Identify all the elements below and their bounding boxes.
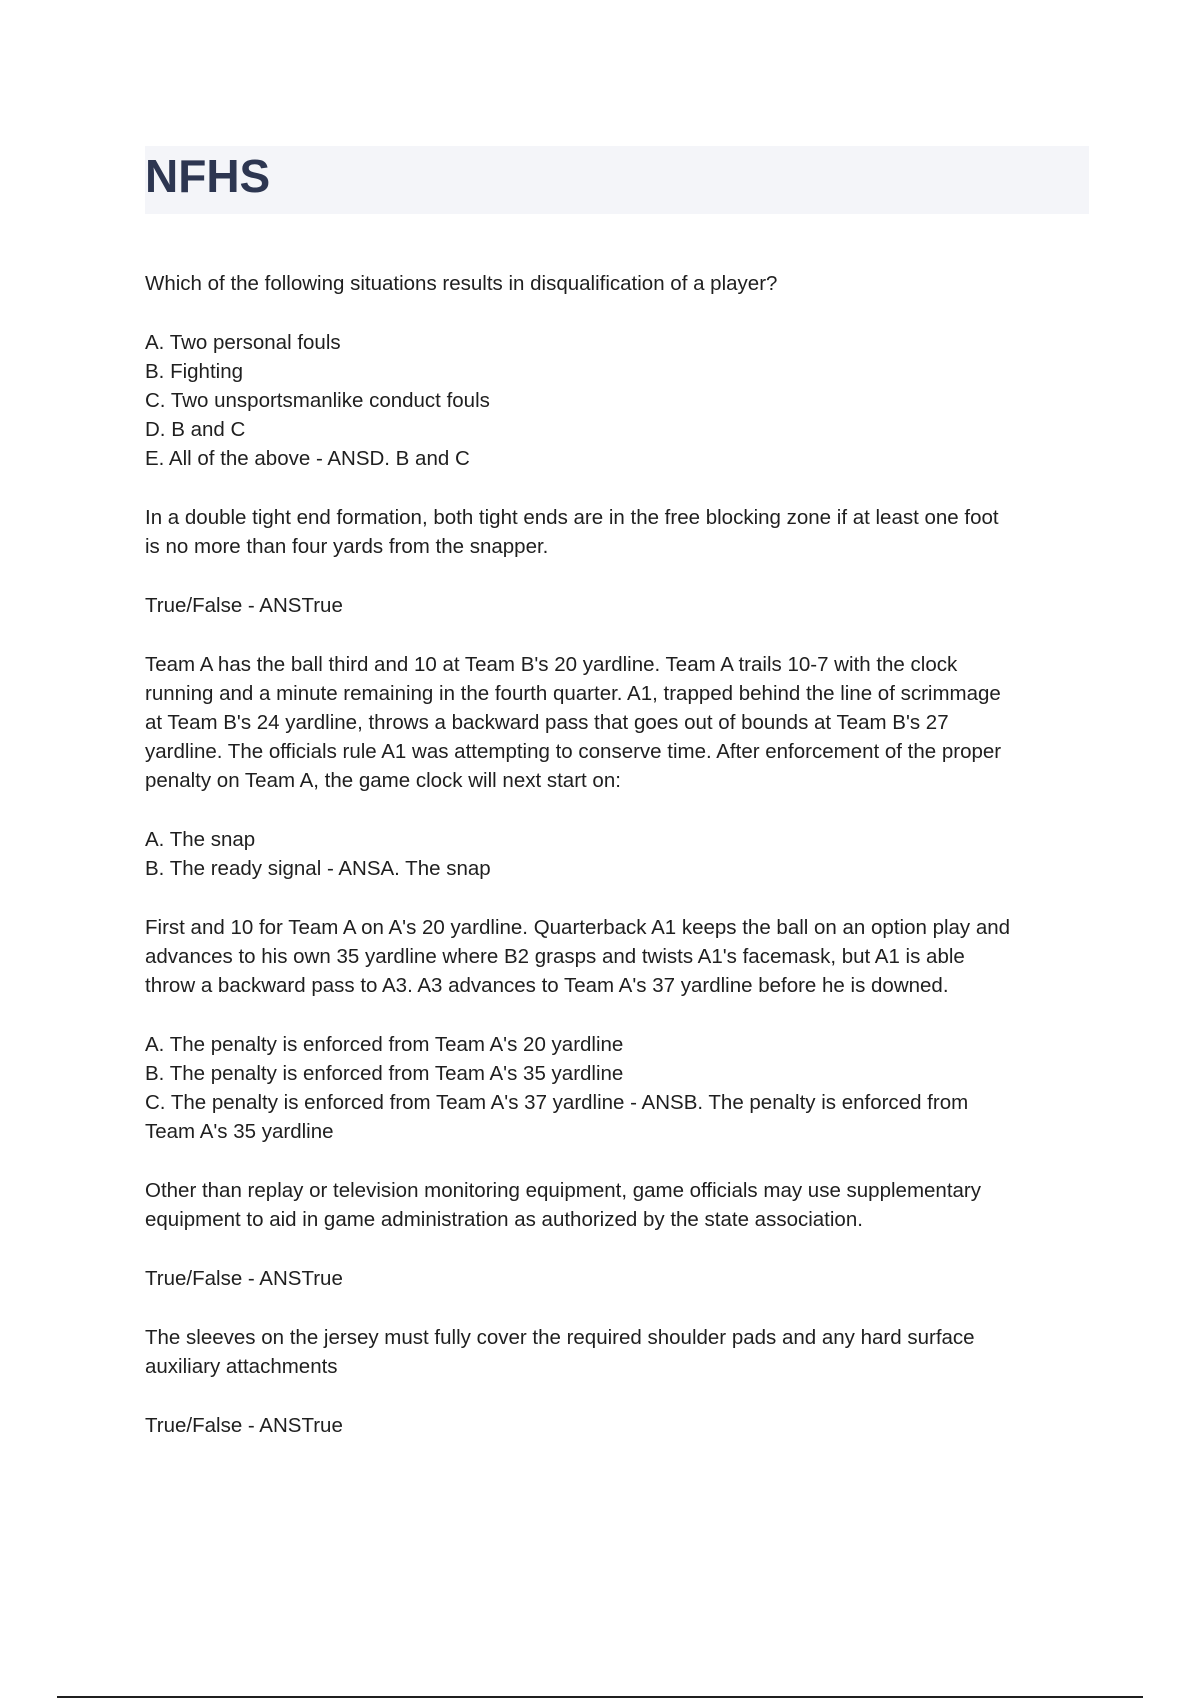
text-line: auxiliary attachments [145, 1355, 338, 1378]
text-line: B. Fighting [145, 360, 243, 383]
text-line: A. The snap [145, 828, 256, 851]
text-line: advances to his own 35 yardline where B2 grasps and twists A1's facemask, but A1 is able [145, 945, 965, 968]
text-line: Other than replay or television monitoring equipment, game officials may use supplementary [145, 1179, 981, 1202]
text-line: The sleeves on the jersey must fully cover the required shoulder pads and any hard surface [145, 1326, 975, 1349]
text-line: D. B and C [145, 418, 246, 441]
text-line: penalty on Team A, the game clock will next start on: [145, 769, 621, 792]
text-line: C. Two unsportsmanlike conduct fouls [145, 389, 490, 412]
text-line: at Team B's 24 yardline, throws a backward pass that goes out of bounds at Team B's 27 [145, 711, 949, 734]
text-line: B. The ready signal - ANSA. The snap [145, 857, 491, 880]
paragraph [145, 503, 1089, 561]
text-line: True/False - ANSTrue [145, 594, 343, 617]
paragraph [145, 1030, 1089, 1146]
paragraph [145, 1264, 1089, 1293]
paragraph [145, 1411, 1089, 1440]
text-line: Which of the following situations results in disqualification of a player? [145, 272, 778, 295]
text-line: equipment to aid in game administration as authorized by the state association. [145, 1208, 863, 1231]
paragraph [145, 650, 1089, 795]
text-line: C. The penalty is enforced from Team A's 37 yardline - ANSB. The penalty is enforced from [145, 1091, 969, 1114]
text-line: Team A's 35 yardline [145, 1120, 334, 1143]
paragraph [145, 328, 1089, 473]
text-line: B. The penalty is enforced from Team A's 35 yardline [145, 1062, 624, 1085]
page-title: NFHS [145, 150, 271, 202]
paragraph [145, 825, 1089, 883]
text-line: True/False - ANSTrue [145, 1414, 343, 1437]
text-line: is no more than four yards from the snapper. [145, 535, 549, 558]
paragraph [145, 1323, 1089, 1381]
text-line: A. Two personal fouls [145, 331, 341, 354]
text-line: Team A has the ball third and 10 at Team B's 20 yardline. Team A trails 10-7 with the clock [145, 653, 958, 676]
document-body [145, 269, 1089, 1470]
paragraph [145, 1176, 1089, 1234]
text-line: throw a backward pass to A3. A3 advances to Team A's 37 yardline before he is downed. [145, 974, 949, 997]
paragraph [145, 591, 1089, 620]
title-band [145, 146, 1089, 214]
paragraph [145, 269, 1089, 298]
text-line: A. The penalty is enforced from Team A's 20 yardline [145, 1033, 624, 1056]
text-line: True/False - ANSTrue [145, 1267, 343, 1290]
text-line: running and a minute remaining in the fourth quarter. A1, trapped behind the line of scrimmage [145, 682, 1001, 705]
paragraph [145, 913, 1089, 1000]
text-line: yardline. The officials rule A1 was attempting to conserve time. After enforcement of the proper [145, 740, 1002, 763]
text-line: First and 10 for Team A on A's 20 yardline. Quarterback A1 keeps the ball on an option play and [145, 916, 1011, 939]
text-line: E. All of the above - ANSD. B and C [145, 447, 470, 470]
text-line: In a double tight end formation, both tight ends are in the free blocking zone if at least one foot [145, 506, 999, 529]
footer-divider [57, 1696, 1143, 1698]
